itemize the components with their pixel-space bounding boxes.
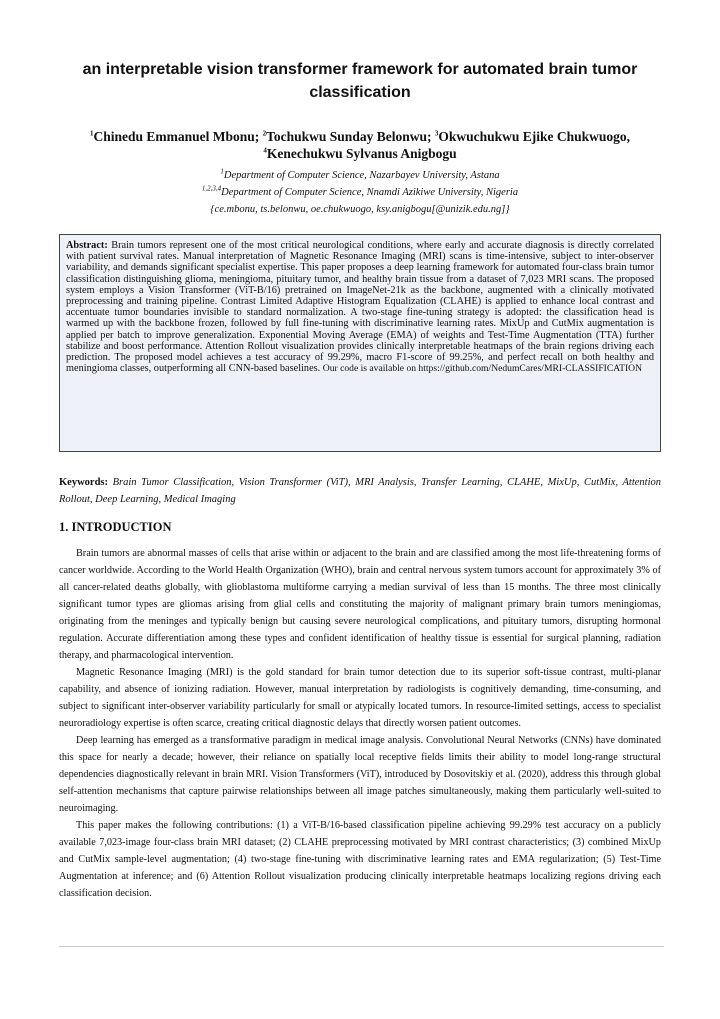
- author-1: Chinedu Emmanuel Mbonu;: [93, 129, 263, 144]
- affiliation-1: [40, 167, 680, 184]
- footer-divider: [59, 946, 664, 947]
- author-3-superscript: 3: [434, 129, 439, 138]
- author-2-superscript: 2: [262, 129, 267, 138]
- keywords: [59, 474, 661, 508]
- paragraph: Magnetic Resonance Imaging (MRI) is the gold standard for brain tumor detection due to its superior soft-tissue contrast, multi-planar capability, and absence of ionizing radiation. However, manual interpretation by radiologists is cognitively demanding, time-consuming, and subject to significant inter-observer variability particularly for small or atypically located tumors. In resource-limited settings, access to specialist neuroradiology expertise is often scarce, creating critical diagnostic delays that directly worsen patient outcomes.: [59, 667, 661, 729]
- abstract-box: [59, 234, 661, 452]
- section-heading-introduction: 1. INTRODUCTION: [59, 520, 172, 534]
- keywords-label: Keywords:: [59, 477, 108, 488]
- author-4: Kenechukwu Sylvanus Anigbogu: [266, 146, 457, 161]
- keywords-text: Brain Tumor Classification, Vision Transformer (ViT), MRI Analysis, Transfer Learning, CLAHE, MixUp, CutMix, Attention Rollout, Deep Learning, Medical Imaging: [59, 477, 662, 505]
- affiliation-2: [40, 184, 680, 201]
- abstract-text: Brain tumors represent one of the most critical neurological conditions, where early and accurate diagnosis is directly correlated with patient survival rates. Manual interpretation of Magnetic Resonance Imaging (MRI) scans is time-intensive, subject to inter-observer variability, and demands significant specialist expertise. This paper proposes a deep learning framework for automated four-class brain tumor classification distinguishing glioma, meningioma, pituitary tumor, and healthy brain tissue from a dataset of 7,023 MRI scans. The proposed system employs a Vision Transformer (ViT-B/16) pretrained on ImageNet-21k as the backbone, augmented with a clinically motivated preprocessing and training pipeline. Contrast Limited Adaptive Histogram Equalization (CLAHE) is applied to enhance local contrast and accentuate tumor boundaries invisible to standard normalization. A two-stage fine-tuning strategy is adopted: the classification head is warmed up with the backbone frozen, followed by full fine-tuning with discriminative learning rates. MixUp and CutMix augmentation is applied per batch to improve generalization. Exponential Moving Average (EMA) of weights and Test-Time Augmentation (TTA) further stabilize and boost performance. Attention Rollout visualization provides clinically interpretable heatmaps of the brain regions driving each prediction. The proposed model achieves a test accuracy of 99.29%, macro F1-score of 99.25%, and perfect recall on both healthy and meningioma classes, outperforming all CNN-based baselines.: [66, 240, 654, 375]
- affiliation-1-text: Department of Computer Science, Nazarbayev University, Astana: [223, 170, 500, 181]
- author-emails: {ce.mbonu, ts.belonwu, oe.chukwuogo, ksy.anigbogu[@unizik.edu.ng]}: [210, 204, 510, 215]
- author-list: [40, 128, 680, 162]
- author-2: Tochukwu Sunday Belonwu;: [266, 129, 435, 144]
- author-1-superscript: 1: [89, 129, 94, 138]
- introduction-body: [59, 545, 661, 902]
- abstract-label: Abstract:: [66, 240, 108, 251]
- author-3: Okwuchukwu Ejike Chukwuogo,: [438, 129, 631, 144]
- code-availability: Our code is available on https://github.com/NedumCares/MRI-CLASSIFICATION: [322, 363, 643, 375]
- affiliation-1-superscript: 1: [220, 167, 224, 176]
- affiliation-2-superscript: 1,2,3,4: [201, 184, 222, 193]
- paragraph: Brain tumors are abnormal masses of cells that arise within or adjacent to the brain and are classified among the most life-threatening forms of cancer worldwide. According to the World Health Organization (WHO), brain and central nervous system tumors account for approximately 3% of all cancer-related deaths globally, with glioblastoma multiforme carrying a median survival of less than 15 months. The three most clinically significant tumor types are gliomas arising from glial cells and constituting the majority of malignant primary brain tumors meningiomas, originating from the meninges and typically benign but causing severe neurological complications, and pituitary tumors, disrupting hormonal regulation. Accurate differentiation among these types and confident identification of healthy tissue is essential for surgical planning, radiation therapy, and pharmacological intervention.: [59, 548, 661, 661]
- paragraph: This paper makes the following contributions: (1) a ViT-B/16-based classification pipeline achieving 99.29% test accuracy on a publicly available 7,023-image four-class brain MRI dataset; (2) CLAHE preprocessing motivated by MRI contrast characteristics; (3) combined MixUp and CutMix sample-level augmentation; (4) two-stage fine-tuning with discriminative learning rates and EMA regularization; (5) Test-Time Augmentation at inference; and (6) Attention Rollout visualization producing clinically interpretable heatmaps localizing regions driving each classification decision.: [59, 820, 661, 899]
- paragraph: Deep learning has emerged as a transformative paradigm in medical image analysis. Convolutional Neural Networks (CNNs) have dominated this space for nearly a decade; however, their reliance on spatially local receptive fields limits their ability to model long-range structural dependencies diagnostically relevant in brain MRI. Vision Transformers (ViT), introduced by Dosovitskiy et al. (2020), address this through global self-attention mechanisms that capture pairwise relationships between all image patches simultaneously, making them particularly well-suited to neuroimaging.: [59, 735, 661, 814]
- affiliations: [40, 167, 680, 218]
- author-4-superscript: 4: [263, 146, 267, 155]
- paper-title: an interpretable vision transformer framework for automated brain tumor classification: [82, 61, 638, 101]
- affiliation-2-text: Department of Computer Science, Nnamdi Azikiwe University, Nigeria: [221, 187, 519, 198]
